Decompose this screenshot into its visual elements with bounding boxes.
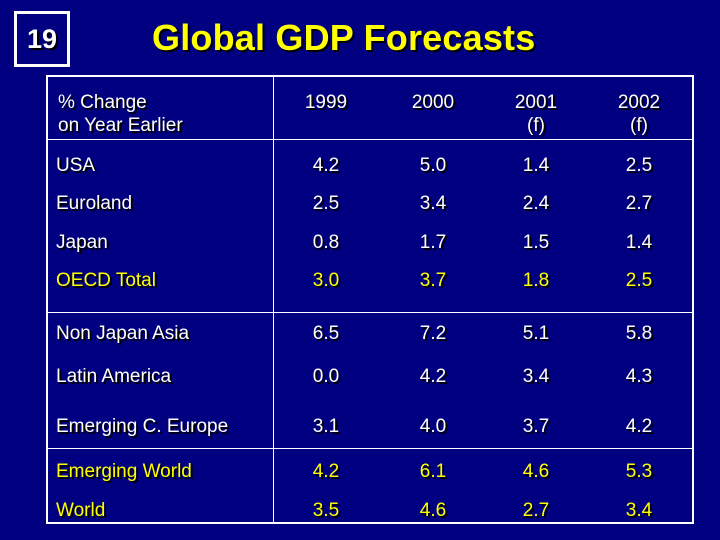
table-cell: 2.7 xyxy=(625,192,653,214)
table-cell: 2.4 xyxy=(522,192,550,214)
table-cell: 4.2 xyxy=(312,154,340,176)
table-cell: 4.2 xyxy=(625,415,653,437)
column-header xyxy=(486,91,586,137)
section-divider xyxy=(48,448,692,449)
row-label: USA xyxy=(56,154,96,176)
table-cell: 7.2 xyxy=(419,322,447,344)
table-cell: 3.7 xyxy=(522,415,550,437)
column-header-line: 2002 xyxy=(617,92,661,113)
table-cell: 5.0 xyxy=(419,154,447,176)
gdp-table xyxy=(46,75,694,524)
column-header-line: 2001 xyxy=(514,92,558,113)
table-cell: 2.5 xyxy=(625,154,653,176)
row-label: OECD Total xyxy=(56,269,156,291)
table-cell: 2.5 xyxy=(312,192,340,214)
table-cell: 1.7 xyxy=(419,231,447,253)
column-header-line: 2000 xyxy=(411,92,455,113)
section-divider xyxy=(48,312,692,313)
slide-number: 19 xyxy=(14,11,70,67)
table-cell: 1.4 xyxy=(522,154,550,176)
column-header-line: (f) xyxy=(630,115,648,136)
table-cell: 3.7 xyxy=(419,269,447,291)
table-cell: 0.8 xyxy=(312,231,340,253)
header-label-line: on Year Earlier xyxy=(58,115,183,136)
column-header xyxy=(589,91,689,137)
row-label: Latin America xyxy=(56,365,172,387)
page-title: Global GDP Forecasts xyxy=(152,17,536,58)
table-cell: 5.1 xyxy=(522,322,550,344)
table-cell: 3.5 xyxy=(312,499,340,521)
table-cell: 5.3 xyxy=(625,460,653,482)
table-cell: 4.6 xyxy=(522,460,550,482)
table-cell: 1.8 xyxy=(522,269,550,291)
table-cell: 3.4 xyxy=(419,192,447,214)
column-divider xyxy=(273,77,274,522)
row-label: Japan xyxy=(56,231,108,253)
column-header-line: (f) xyxy=(527,115,545,136)
table-cell: 4.2 xyxy=(419,365,447,387)
table-cell: 5.8 xyxy=(625,322,653,344)
table-cell: 4.2 xyxy=(312,460,340,482)
table-cell: 2.5 xyxy=(625,269,653,291)
header-divider xyxy=(48,139,692,140)
header-label xyxy=(58,91,183,137)
row-label: Emerging World xyxy=(56,460,192,482)
column-header-line: 1999 xyxy=(304,92,348,113)
table-cell: 4.0 xyxy=(419,415,447,437)
table-cell: 4.3 xyxy=(625,365,653,387)
table-cell: 4.6 xyxy=(419,499,447,521)
table-cell: 3.4 xyxy=(625,499,653,521)
table-cell: 6.1 xyxy=(419,460,447,482)
table-cell: 1.4 xyxy=(625,231,653,253)
row-label: Non Japan Asia xyxy=(56,322,190,344)
header-label-line: % Change xyxy=(58,92,147,113)
row-label: World xyxy=(56,499,106,521)
table-cell: 0.0 xyxy=(312,365,340,387)
table-cell: 6.5 xyxy=(312,322,340,344)
table-cell: 1.5 xyxy=(522,231,550,253)
row-label: Euroland xyxy=(56,192,133,214)
table-cell: 3.4 xyxy=(522,365,550,387)
table-cell: 3.0 xyxy=(312,269,340,291)
table-cell: 2.7 xyxy=(522,499,550,521)
row-label: Emerging C. Europe xyxy=(56,415,229,437)
column-header xyxy=(383,91,483,114)
table-cell: 3.1 xyxy=(312,415,340,437)
column-header xyxy=(276,91,376,114)
